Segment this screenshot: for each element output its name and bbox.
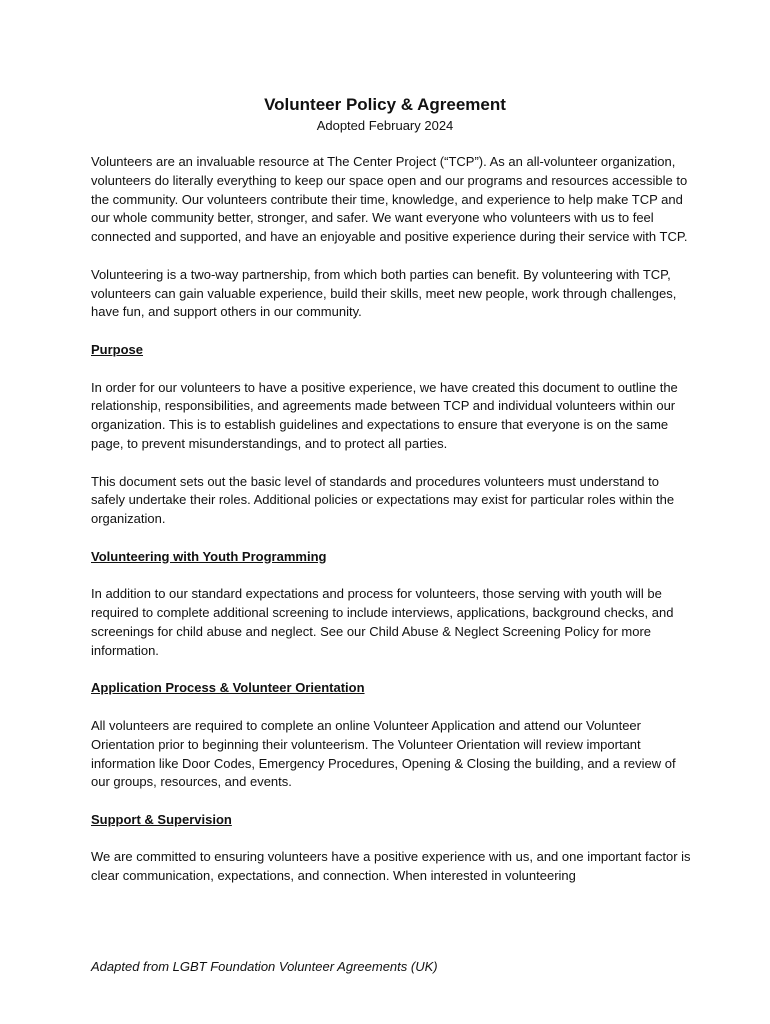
section-paragraph: In addition to our standard expectations and process for volunteers, those serving with youth will be required to complete additional screening to include interviews, applications, background checks, and screenings for child abuse and neglect. See our Child Abuse & Neglect Screening Policy for more information. — [91, 586, 674, 658]
section-heading-youth-programming: Volunteering with Youth Programming — [91, 548, 327, 564]
section-paragraph: In order for our volunteers to have a positive experience, we have created this document to outline the relationship, responsibilities, and agreements made between TCP and individual volunteers within our organization. This is to establish guidelines and expectations to ensure that everyone is on the same page, to prevent misunderstandings, and to protect all parties. — [91, 379, 678, 451]
document-footer: Adapted from LGBT Foundation Volunteer Agreements (UK) — [91, 959, 438, 974]
intro-paragraph: Volunteers are an invaluable resource at The Center Project (“TCP”). As an all-volunteer organization, volunteers do literally everything to keep our space open and our programs and resources accessible to the community. Our volunteers contribute their time, knowledge, and experience to help make TCP and our whole community better, stronger, and safer. We want everyone who volunteers with us to feel connected and supported, and have an enjoyable and positive experience during their service with TCP. — [91, 154, 688, 245]
section-heading-application-process: Application Process & Volunteer Orientation — [91, 680, 365, 696]
section-paragraph: All volunteers are required to complete an online Volunteer Application and attend our Volunteer Orientation prior to beginning their volunteerism. The Volunteer Orientation will review important information like Door Codes, Emergency Procedures, Opening & Closing the building, and a review of our groups, resources, and events. — [91, 717, 676, 790]
document-body — [91, 153, 691, 905]
intro-paragraph: Volunteering is a two-way partnership, from which both parties can benefit. By volunteering with TCP, volunteers can gain valuable experience, build their skills, meet new people, work through challenges, have fun, and support others in our community. — [91, 266, 677, 320]
section-heading-support-supervision: Support & Supervision — [91, 811, 232, 827]
document-title: Volunteer Policy & Agreement — [264, 95, 506, 114]
section-paragraph: This document sets out the basic level of standards and procedures volunteers must understand to safely undertake their roles. Additional policies or expectations may exist for particular roles within the organization. — [91, 473, 675, 527]
section-paragraph: We are committed to ensuring volunteers have a positive experience with us, and one important factor is clear communication, expectations, and connection. When interested in volunteering — [91, 849, 691, 884]
document-subtitle: Adopted February 2024 — [316, 118, 454, 133]
section-heading-purpose: Purpose — [91, 341, 144, 357]
